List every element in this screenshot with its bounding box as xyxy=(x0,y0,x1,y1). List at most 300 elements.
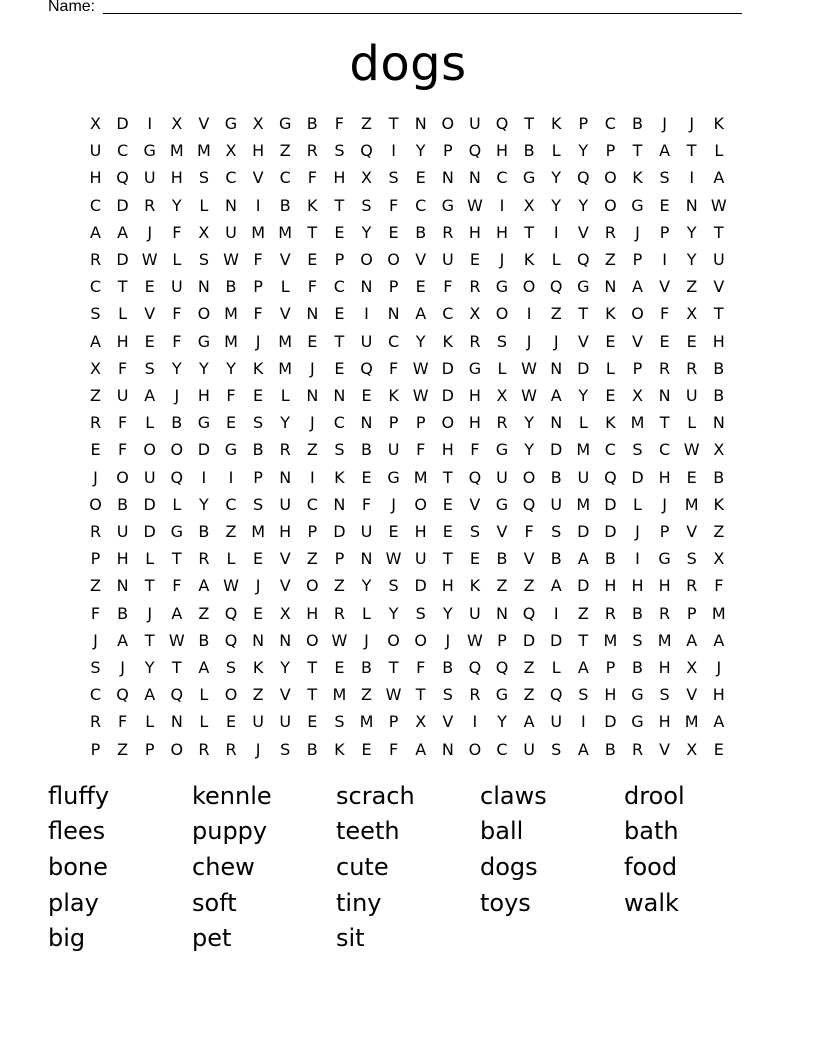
grid-letter[interactable]: W xyxy=(710,195,727,215)
grid-letter[interactable]: Y xyxy=(415,141,426,161)
grid-letter[interactable]: N xyxy=(387,304,400,324)
grid-letter[interactable]: L xyxy=(118,304,128,324)
grid-letter[interactable]: H xyxy=(604,576,617,596)
grid-letter[interactable]: E xyxy=(307,250,318,269)
grid-letter[interactable]: U xyxy=(550,712,563,732)
grid-letter[interactable]: P xyxy=(334,549,345,569)
grid-letter[interactable]: R xyxy=(333,603,345,623)
grid-letter[interactable]: U xyxy=(279,494,292,514)
grid-letter[interactable]: X xyxy=(496,386,508,405)
grid-letter[interactable]: L xyxy=(145,712,155,732)
grid-letter[interactable]: F xyxy=(253,250,263,269)
grid-letter[interactable]: A xyxy=(144,386,156,405)
grid-letter[interactable]: Y xyxy=(199,358,209,378)
grid-letter[interactable]: B xyxy=(713,358,725,378)
grid-letter[interactable]: V xyxy=(415,250,427,269)
grid-letter[interactable]: G xyxy=(197,331,211,351)
grid-letter[interactable]: P xyxy=(334,250,345,269)
grid-letter[interactable]: L xyxy=(199,195,209,215)
grid-letter[interactable]: X xyxy=(90,114,101,133)
grid-letter[interactable]: A xyxy=(686,630,698,650)
grid-letter[interactable]: T xyxy=(686,141,697,161)
grid-letter[interactable]: H xyxy=(658,467,671,487)
grid-letter[interactable]: I xyxy=(499,195,505,215)
grid-letter[interactable]: Y xyxy=(388,603,399,623)
grid-letter[interactable]: R xyxy=(659,603,671,623)
grid-letter[interactable]: O xyxy=(306,630,319,650)
grid-letter[interactable]: E xyxy=(442,494,453,514)
grid-letter[interactable]: Z xyxy=(496,576,508,596)
grid-letter[interactable]: E xyxy=(659,195,670,215)
grid-letter[interactable]: L xyxy=(551,250,561,269)
grid-letter[interactable]: O xyxy=(387,250,400,269)
grid-letter[interactable]: D xyxy=(116,195,129,215)
grid-letter[interactable]: J xyxy=(255,739,261,759)
grid-letter[interactable]: V xyxy=(144,304,156,324)
grid-letter[interactable]: G xyxy=(658,549,671,569)
grid-letter[interactable]: E xyxy=(361,467,372,487)
grid-letter[interactable]: R xyxy=(198,739,210,759)
grid-letter[interactable]: U xyxy=(469,114,481,133)
grid-letter[interactable]: B xyxy=(198,630,210,650)
grid-letter[interactable]: F xyxy=(226,386,236,405)
grid-letter[interactable]: H xyxy=(495,222,509,242)
grid-letter[interactable]: N xyxy=(658,386,671,405)
grid-letter[interactable]: A xyxy=(713,168,725,188)
grid-letter[interactable]: U xyxy=(441,250,454,269)
grid-letter[interactable]: W xyxy=(223,576,239,596)
grid-letter[interactable]: O xyxy=(468,739,482,759)
grid-letter[interactable]: L xyxy=(605,358,615,378)
grid-letter[interactable]: M xyxy=(251,222,265,242)
grid-letter[interactable]: Z xyxy=(604,250,616,269)
grid-letter[interactable]: D xyxy=(604,712,617,732)
grid-letter[interactable]: J xyxy=(93,467,98,487)
grid-letter[interactable]: J xyxy=(147,222,153,242)
grid-letter[interactable]: Z xyxy=(90,576,101,596)
grid-letter[interactable]: X xyxy=(713,440,725,460)
grid-letter[interactable]: X xyxy=(686,739,698,759)
grid-letter[interactable]: S xyxy=(334,440,345,460)
grid-letter[interactable]: E xyxy=(686,467,697,487)
grid-letter[interactable]: E xyxy=(253,386,264,405)
grid-letter[interactable]: F xyxy=(172,331,182,351)
grid-letter[interactable]: Y xyxy=(199,494,209,514)
grid-letter[interactable]: O xyxy=(414,630,427,650)
grid-letter[interactable]: P xyxy=(686,603,697,623)
grid-letter[interactable]: E xyxy=(361,386,372,405)
grid-letter[interactable]: X xyxy=(90,358,101,378)
grid-letter[interactable]: S xyxy=(198,250,209,269)
grid-letter[interactable]: Q xyxy=(116,168,129,188)
grid-letter[interactable]: P xyxy=(144,739,155,759)
grid-letter[interactable]: N xyxy=(360,277,373,297)
grid-letter[interactable]: H xyxy=(170,168,183,188)
grid-letter[interactable]: M xyxy=(359,712,374,732)
grid-letter[interactable]: F xyxy=(714,576,724,596)
grid-letter[interactable]: M xyxy=(251,522,265,541)
grid-letter[interactable]: Q xyxy=(468,658,482,677)
grid-letter[interactable]: A xyxy=(117,630,129,650)
grid-letter[interactable]: J xyxy=(255,576,261,596)
grid-letter[interactable]: J xyxy=(147,603,153,623)
grid-letter[interactable]: M xyxy=(278,358,293,378)
grid-letter[interactable]: Q xyxy=(360,141,373,161)
grid-letter[interactable]: C xyxy=(442,304,454,324)
grid-letter[interactable]: D xyxy=(143,494,156,514)
grid-letter[interactable]: G xyxy=(224,114,238,133)
grid-letter[interactable]: R xyxy=(469,277,481,297)
grid-letter[interactable]: R xyxy=(279,440,291,460)
grid-letter[interactable]: L xyxy=(172,494,182,514)
grid-letter[interactable]: S xyxy=(496,331,508,351)
grid-letter[interactable]: C xyxy=(496,739,508,759)
grid-letter[interactable]: G xyxy=(170,522,183,541)
grid-letter[interactable]: E xyxy=(388,222,399,242)
grid-letter[interactable]: K xyxy=(605,413,616,433)
grid-letter[interactable]: I xyxy=(309,467,315,487)
grid-letter[interactable]: D xyxy=(441,386,454,405)
grid-letter[interactable]: N xyxy=(360,413,373,433)
grid-letter[interactable]: X xyxy=(686,658,698,677)
grid-letter[interactable]: S xyxy=(225,658,237,677)
grid-letter[interactable]: P xyxy=(388,277,399,297)
grid-letter[interactable]: L xyxy=(280,277,290,297)
grid-letter[interactable]: I xyxy=(662,250,667,269)
grid-letter[interactable]: L xyxy=(199,712,209,732)
grid-letter[interactable]: N xyxy=(360,549,373,569)
grid-letter[interactable]: N xyxy=(496,603,508,623)
grid-letter[interactable]: E xyxy=(334,358,345,378)
grid-letter[interactable]: E xyxy=(469,250,480,269)
grid-letter[interactable]: L xyxy=(497,358,507,378)
grid-letter[interactable]: T xyxy=(171,658,182,677)
grid-letter[interactable]: G xyxy=(577,277,590,297)
grid-letter[interactable]: D xyxy=(143,522,156,541)
grid-letter[interactable]: Z xyxy=(90,386,101,405)
grid-letter[interactable]: W xyxy=(683,440,700,460)
grid-letter[interactable]: P xyxy=(659,222,670,242)
grid-letter[interactable]: E xyxy=(659,331,670,351)
grid-letter[interactable]: B xyxy=(279,195,291,215)
grid-letter[interactable]: Q xyxy=(577,250,590,269)
grid-letter[interactable]: C xyxy=(225,494,237,514)
grid-letter[interactable]: I xyxy=(364,304,369,324)
name-field[interactable] xyxy=(48,0,748,17)
grid-letter[interactable]: K xyxy=(713,114,725,133)
grid-letter[interactable]: G xyxy=(495,494,509,514)
grid-letter[interactable]: Z xyxy=(686,277,698,297)
grid-letter[interactable]: L xyxy=(199,685,209,705)
grid-letter[interactable]: T xyxy=(307,685,318,705)
grid-letter[interactable]: S xyxy=(198,168,209,188)
grid-letter[interactable]: C xyxy=(225,168,237,188)
grid-letter[interactable]: F xyxy=(172,304,182,324)
grid-letter[interactable]: S xyxy=(388,168,399,188)
grid-letter[interactable]: U xyxy=(577,467,590,487)
grid-letter[interactable]: K xyxy=(334,467,345,487)
grid-letter[interactable]: D xyxy=(197,440,211,460)
grid-letter[interactable]: R xyxy=(442,222,454,242)
grid-letter[interactable]: K xyxy=(713,494,725,514)
grid-letter[interactable]: Z xyxy=(306,440,318,460)
grid-letter[interactable]: V xyxy=(577,222,589,242)
grid-letter[interactable]: B xyxy=(632,658,643,677)
grid-letter[interactable]: O xyxy=(197,304,211,324)
grid-letter[interactable]: Q xyxy=(360,358,373,378)
grid-letter[interactable]: F xyxy=(117,413,128,433)
grid-letter[interactable]: S xyxy=(144,358,155,378)
grid-letter[interactable]: S xyxy=(686,549,697,569)
grid-letter[interactable]: J xyxy=(445,630,451,650)
grid-letter[interactable]: B xyxy=(117,603,129,623)
grid-letter[interactable]: Z xyxy=(523,658,535,677)
grid-letter[interactable]: R xyxy=(89,250,102,269)
grid-letter[interactable]: Y xyxy=(578,195,589,215)
grid-letter[interactable]: D xyxy=(333,522,346,541)
grid-letter[interactable]: M xyxy=(630,413,645,433)
grid-letter[interactable]: E xyxy=(605,331,616,351)
grid-letter[interactable]: J xyxy=(716,658,722,677)
grid-letter[interactable]: C xyxy=(279,168,291,188)
grid-letter[interactable]: L xyxy=(280,386,290,405)
grid-letter[interactable]: G xyxy=(495,685,509,705)
grid-letter[interactable]: C xyxy=(306,494,318,514)
grid-letter[interactable]: R xyxy=(469,331,481,351)
grid-letter[interactable]: G xyxy=(387,467,400,487)
grid-letter[interactable]: I xyxy=(255,195,261,215)
grid-letter[interactable]: J xyxy=(309,413,315,433)
grid-letter[interactable]: X xyxy=(225,141,237,161)
grid-letter[interactable]: I xyxy=(228,467,234,487)
grid-letter[interactable]: U xyxy=(116,522,129,541)
grid-letter[interactable]: F xyxy=(307,277,317,297)
grid-letter[interactable]: R xyxy=(89,712,102,732)
grid-letter[interactable]: U xyxy=(89,141,102,161)
grid-letter[interactable]: J xyxy=(174,386,180,405)
grid-letter[interactable]: F xyxy=(117,712,128,732)
grid-letter[interactable]: I xyxy=(391,141,396,161)
grid-letter[interactable]: R xyxy=(604,603,616,623)
grid-letter[interactable]: T xyxy=(334,195,345,215)
grid-letter[interactable]: W xyxy=(412,386,429,405)
grid-letter[interactable]: X xyxy=(252,114,264,133)
grid-letter[interactable]: U xyxy=(143,168,156,188)
grid-letter[interactable]: Y xyxy=(551,168,562,188)
grid-letter[interactable]: K xyxy=(252,358,264,378)
grid-letter[interactable]: D xyxy=(441,358,454,378)
grid-letter[interactable]: W xyxy=(466,630,483,650)
grid-letter[interactable]: H xyxy=(658,658,671,677)
grid-letter[interactable]: F xyxy=(388,739,399,759)
grid-letter[interactable]: Y xyxy=(415,331,426,351)
grid-letter[interactable]: J xyxy=(309,358,315,378)
grid-letter[interactable]: N xyxy=(604,277,617,297)
grid-letter[interactable]: V xyxy=(632,331,643,351)
grid-letter[interactable]: S xyxy=(334,141,345,161)
grid-letter[interactable]: N xyxy=(306,386,319,405)
grid-letter[interactable]: O xyxy=(522,467,536,487)
grid-letter[interactable]: S xyxy=(415,603,426,623)
grid-letter[interactable]: M xyxy=(684,494,699,514)
grid-letter[interactable]: T xyxy=(144,630,155,650)
grid-letter[interactable]: W xyxy=(168,630,185,650)
grid-letter[interactable]: P xyxy=(307,522,318,541)
grid-letter[interactable]: B xyxy=(713,467,725,487)
grid-letter[interactable]: N xyxy=(468,168,481,188)
grid-letter[interactable]: H xyxy=(333,168,346,188)
grid-letter[interactable]: H xyxy=(441,440,454,460)
grid-letter[interactable]: L xyxy=(578,413,588,433)
grid-letter[interactable]: T xyxy=(415,685,426,705)
grid-letter[interactable]: S xyxy=(659,685,670,705)
grid-letter[interactable]: Y xyxy=(361,222,372,242)
grid-letter[interactable]: U xyxy=(360,331,373,351)
grid-letter[interactable]: G xyxy=(143,141,156,161)
grid-letter[interactable]: N xyxy=(712,413,725,433)
grid-letter[interactable]: V xyxy=(279,304,291,324)
grid-letter[interactable]: T xyxy=(524,222,534,242)
grid-letter[interactable]: B xyxy=(252,440,264,460)
grid-letter[interactable]: I xyxy=(635,549,640,569)
grid-letter[interactable]: F xyxy=(307,168,317,188)
grid-letter[interactable]: Z xyxy=(333,576,345,596)
grid-letter[interactable]: B xyxy=(496,549,508,569)
grid-letter[interactable]: P xyxy=(632,250,643,269)
grid-letter[interactable]: B xyxy=(198,522,210,541)
grid-letter[interactable]: U xyxy=(170,277,183,297)
grid-letter[interactable]: Q xyxy=(468,467,482,487)
grid-letter[interactable]: W xyxy=(385,685,402,705)
grid-letter[interactable]: C xyxy=(89,685,102,705)
grid-letter[interactable]: X xyxy=(686,304,698,324)
grid-letter[interactable]: K xyxy=(388,386,399,405)
grid-letter[interactable]: L xyxy=(551,658,561,677)
grid-letter[interactable]: W xyxy=(385,549,402,569)
grid-letter[interactable]: N xyxy=(333,386,346,405)
grid-letter[interactable]: U xyxy=(712,250,725,269)
grid-letter[interactable]: N xyxy=(197,277,210,297)
grid-letter[interactable]: N xyxy=(252,630,265,650)
grid-letter[interactable]: J xyxy=(526,331,532,351)
grid-letter[interactable]: F xyxy=(361,494,372,514)
grid-letter[interactable]: S xyxy=(90,658,101,677)
grid-letter[interactable]: Q xyxy=(604,467,617,487)
grid-letter[interactable]: H xyxy=(468,222,481,242)
grid-letter[interactable]: U xyxy=(252,712,264,732)
grid-letter[interactable]: O xyxy=(495,304,509,324)
grid-letter[interactable]: K xyxy=(334,739,345,759)
grid-letter[interactable]: H xyxy=(468,413,481,433)
grid-letter[interactable]: Z xyxy=(577,603,589,623)
grid-letter[interactable]: F xyxy=(253,304,263,324)
grid-letter[interactable]: N xyxy=(170,712,183,732)
grid-letter[interactable]: E xyxy=(307,331,318,351)
grid-letter[interactable]: E xyxy=(361,739,372,759)
grid-letter[interactable]: V xyxy=(279,685,291,705)
grid-letter[interactable]: P xyxy=(90,549,101,569)
grid-letter[interactable]: P xyxy=(388,712,399,732)
grid-letter[interactable]: W xyxy=(412,358,429,378)
grid-letter[interactable]: U xyxy=(496,467,508,487)
grid-letter[interactable]: F xyxy=(388,358,399,378)
grid-letter[interactable]: P xyxy=(442,141,453,161)
grid-letter[interactable]: J xyxy=(391,494,396,514)
grid-letter[interactable]: V xyxy=(523,549,535,569)
grid-letter[interactable]: N xyxy=(279,467,292,487)
grid-letter[interactable]: O xyxy=(441,413,455,433)
grid-letter[interactable]: P xyxy=(253,277,263,297)
grid-letter[interactable]: O xyxy=(387,630,400,650)
grid-letter[interactable]: Z xyxy=(361,685,372,705)
grid-letter[interactable]: H xyxy=(604,685,617,705)
grid-letter[interactable]: D xyxy=(550,630,563,650)
grid-letter[interactable]: T xyxy=(578,304,589,324)
grid-letter[interactable]: B xyxy=(523,141,535,161)
grid-letter[interactable]: Q xyxy=(549,277,563,297)
grid-letter[interactable]: J xyxy=(635,522,640,541)
grid-letter[interactable]: V xyxy=(279,549,291,569)
grid-letter[interactable]: E xyxy=(253,603,264,623)
grid-letter[interactable]: O xyxy=(116,467,129,487)
grid-letter[interactable]: R xyxy=(631,739,644,759)
grid-letter[interactable]: D xyxy=(604,522,617,541)
grid-letter[interactable]: A xyxy=(415,739,427,759)
grid-letter[interactable]: M xyxy=(196,141,211,161)
grid-letter[interactable]: K xyxy=(469,576,481,596)
grid-letter[interactable]: B xyxy=(361,658,372,677)
grid-letter[interactable]: B xyxy=(171,413,183,433)
grid-letter[interactable]: J xyxy=(499,250,505,269)
grid-letter[interactable]: S xyxy=(253,494,264,514)
grid-letter[interactable]: D xyxy=(116,250,129,269)
grid-letter[interactable]: O xyxy=(170,440,184,460)
grid-letter[interactable]: Y xyxy=(171,195,182,215)
grid-letter[interactable]: N xyxy=(550,358,563,378)
grid-letter[interactable]: L xyxy=(687,413,697,433)
grid-letter[interactable]: X xyxy=(171,114,183,133)
grid-letter[interactable]: M xyxy=(576,494,591,514)
grid-letter[interactable]: Y xyxy=(524,413,534,433)
grid-letter[interactable]: H xyxy=(252,141,265,161)
grid-letter[interactable]: O xyxy=(604,168,617,188)
grid-letter[interactable]: O xyxy=(604,195,617,215)
grid-letter[interactable]: J xyxy=(553,331,559,351)
grid-letter[interactable]: F xyxy=(416,658,426,677)
grid-letter[interactable]: A xyxy=(523,712,535,732)
grid-letter[interactable]: C xyxy=(117,141,129,161)
grid-letter[interactable]: G xyxy=(278,114,292,133)
grid-letter[interactable]: F xyxy=(117,440,128,460)
grid-letter[interactable]: H xyxy=(631,576,644,596)
grid-letter[interactable]: I xyxy=(526,304,532,324)
grid-letter[interactable]: G xyxy=(495,440,509,460)
grid-letter[interactable]: T xyxy=(144,576,155,596)
grid-letter[interactable]: E xyxy=(253,549,264,569)
grid-letter[interactable]: R xyxy=(659,358,671,378)
grid-letter[interactable]: K xyxy=(252,658,264,677)
grid-letter[interactable]: W xyxy=(331,630,348,650)
grid-letter[interactable]: A xyxy=(713,712,725,732)
grid-letter[interactable]: Y xyxy=(442,603,453,623)
grid-letter[interactable]: J xyxy=(120,658,125,677)
grid-letter[interactable]: M xyxy=(684,712,699,732)
grid-letter[interactable]: S xyxy=(253,413,264,433)
grid-letter[interactable]: N xyxy=(414,114,427,133)
grid-letter[interactable]: Z xyxy=(550,304,562,324)
grid-letter[interactable]: R xyxy=(686,576,698,596)
grid-letter[interactable]: S xyxy=(90,304,101,324)
